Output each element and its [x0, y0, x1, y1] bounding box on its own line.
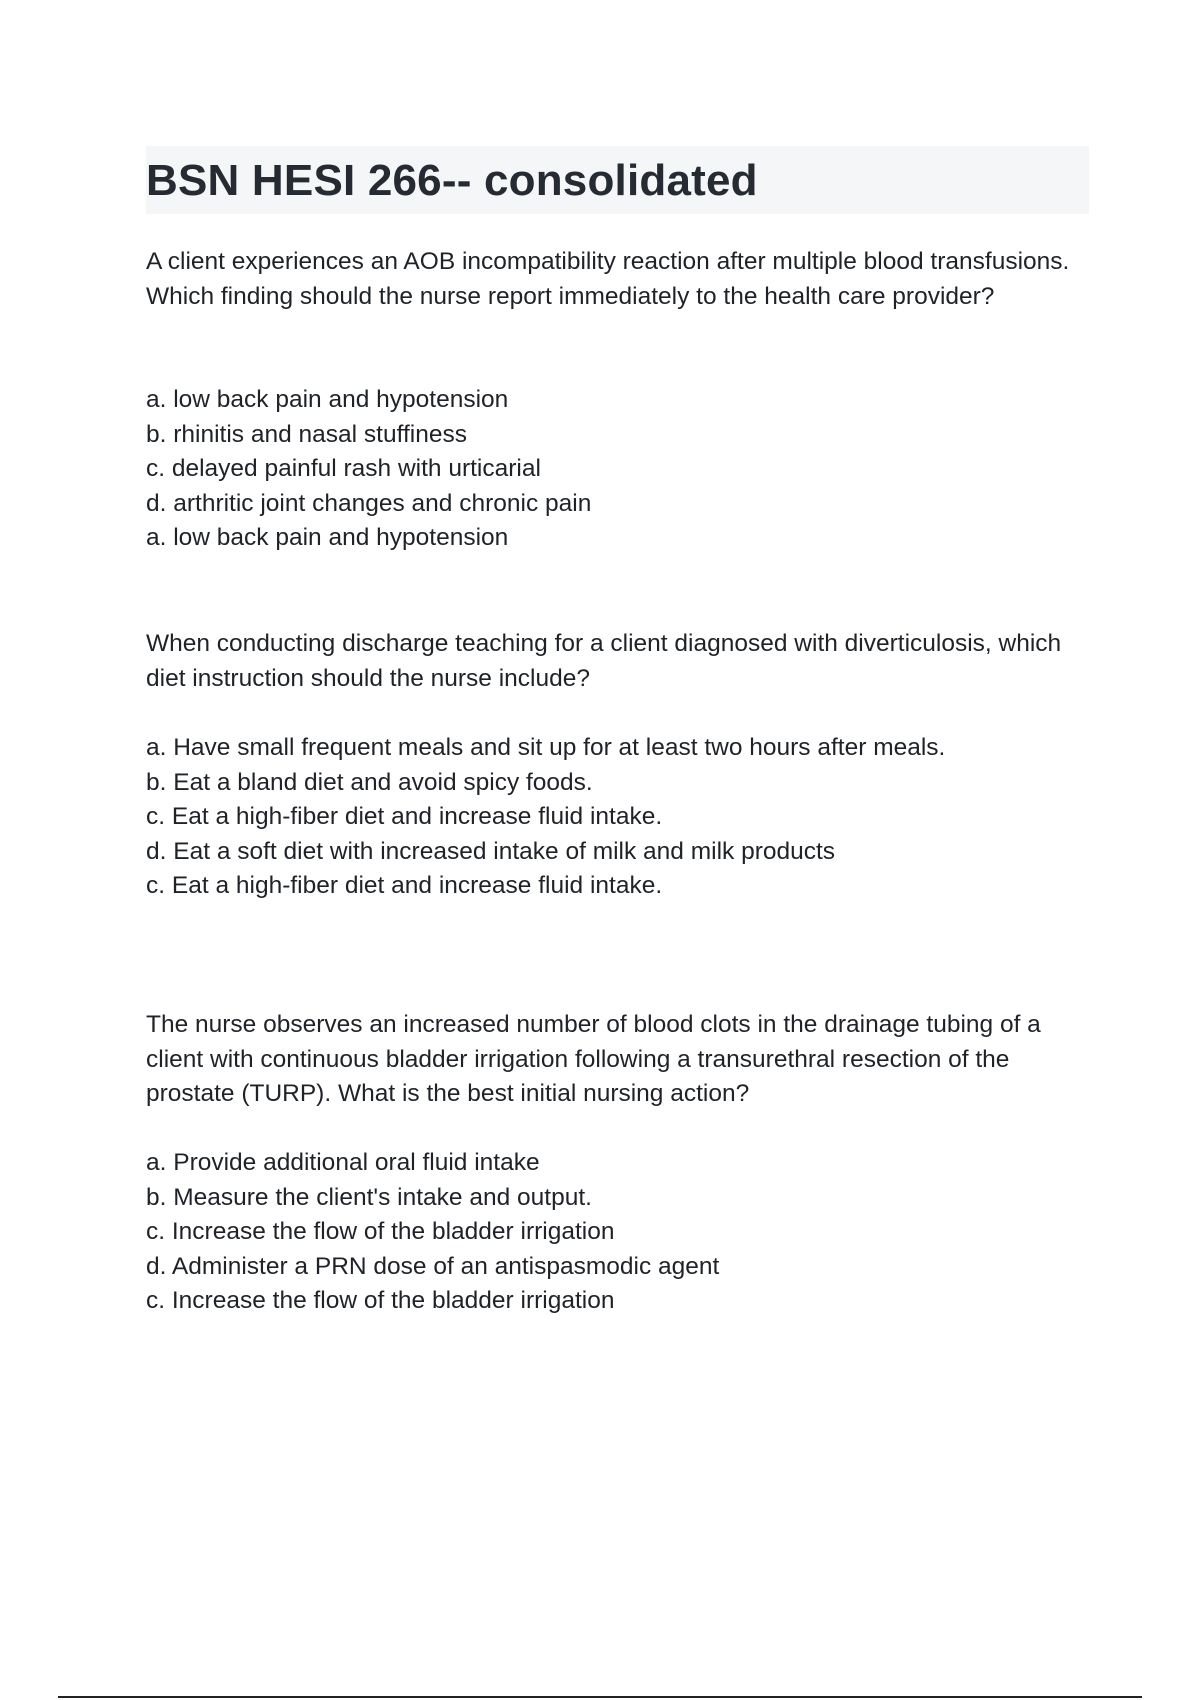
question-2: [146, 627, 1096, 899]
question-1-answer: a. low back pain and hypotension: [146, 524, 509, 551]
question-2-options: [146, 731, 945, 869]
question-1-option-c: c. delayed painful rash with urticarial: [146, 455, 541, 482]
question-3-answer: c. Increase the flow of the bladder irrigation: [146, 1287, 615, 1314]
question-1-option-b: b. rhinitis and nasal stuffiness: [146, 420, 467, 448]
question-1-option-d: d. arthritic joint changes and chronic pain: [146, 489, 592, 517]
question-3-option-a: a. Provide additional oral fluid intake: [146, 1149, 540, 1176]
question-2-option-a: a. Have small frequent meals and sit up for at least two hours after meals.: [146, 734, 946, 761]
question-3-option-d: d. Administer a PRN dose of an antispasmodic agent: [146, 1252, 720, 1280]
question-2-answer: c. Eat a high-fiber diet and increase fluid intake.: [146, 872, 663, 899]
question-3: [146, 1008, 1096, 1314]
question-2-option-c: c. Eat a high-fiber diet and increase fluid intake.: [146, 803, 663, 830]
question-3-option-c: c. Increase the flow of the bladder irrigation: [146, 1218, 615, 1245]
question-2-option-b: b. Eat a bland diet and avoid spicy foods.: [146, 768, 593, 796]
question-3-stem: The nurse observes an increased number of blood clots in the drainage tubing of a client with continuous bladder irrigation following a transurethral resection of the prostate (TURP). What is the best initial nursing action?: [146, 1011, 1041, 1107]
question-3-option-b: b. Measure the client's intake and output.: [146, 1183, 592, 1211]
question-1-option-a: a. low back pain and hypotension: [146, 386, 509, 413]
footer-divider: [58, 1696, 1142, 1698]
document-title: BSN HESI 266-- consolidated: [146, 156, 758, 205]
question-1-stem: A client experiences an AOB incompatibility reaction after multiple blood transfusions. Which finding should the nurse report immediately to the health care provider?: [146, 248, 1070, 310]
title-banner: [146, 146, 1089, 214]
question-2-stem: When conducting discharge teaching for a client diagnosed with diverticulosis, which diet instruction should the nurse include?: [146, 630, 1062, 692]
question-1: [146, 245, 1096, 551]
question-2-option-d: d. Eat a soft diet with increased intake of milk and milk products: [146, 837, 836, 865]
question-1-options: [146, 383, 591, 521]
question-3-options: [146, 1146, 719, 1284]
